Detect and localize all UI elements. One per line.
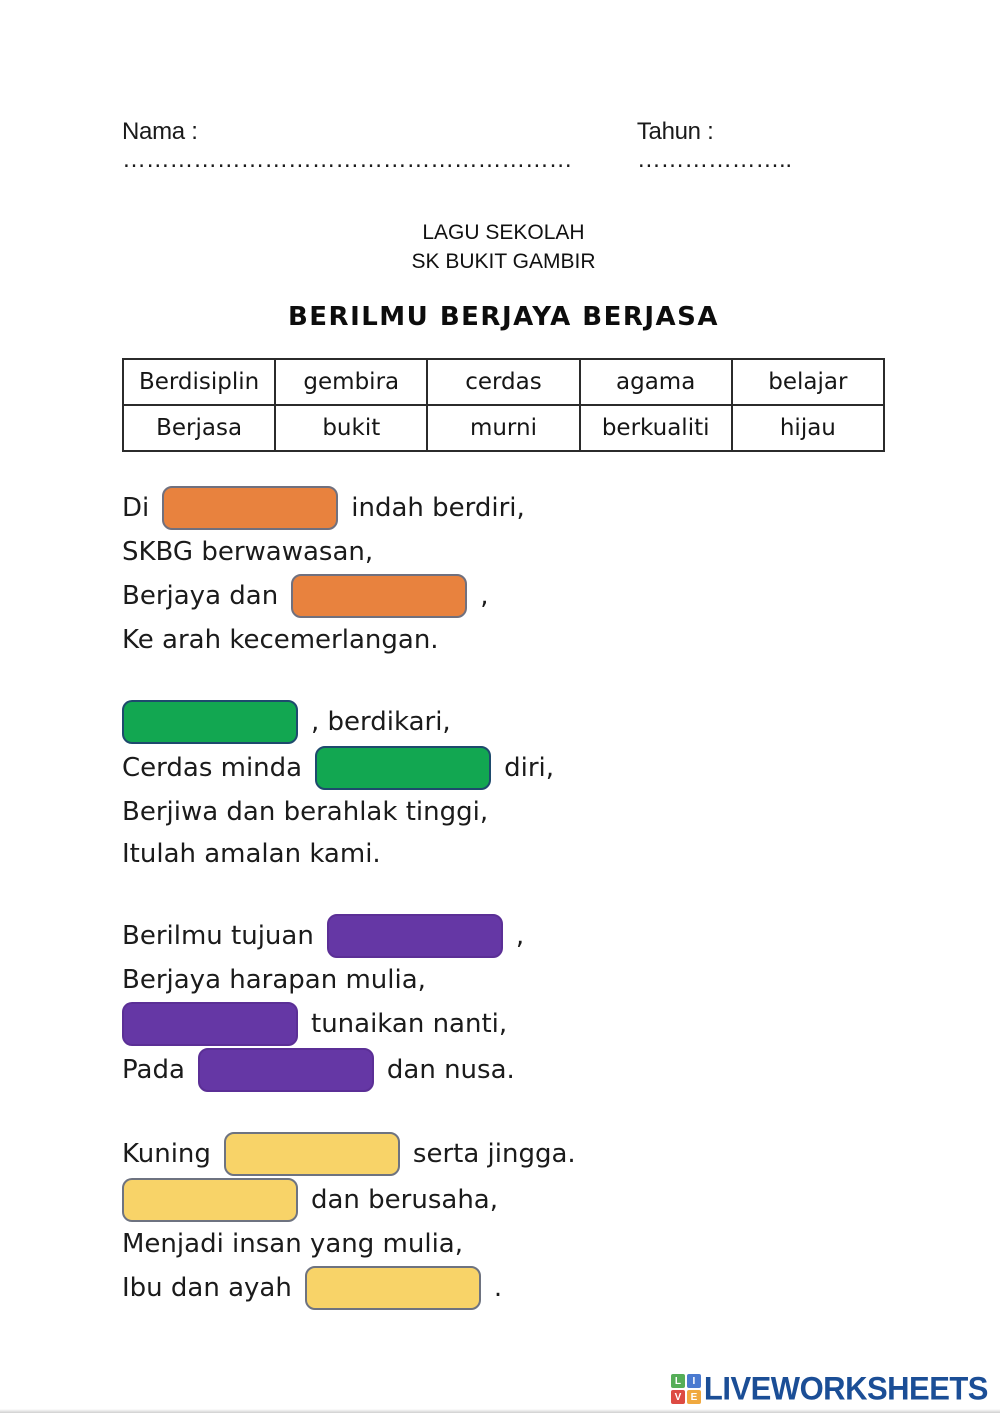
lyrics <box>122 485 885 1311</box>
word-cell[interactable]: belajar <box>732 359 884 405</box>
lyric-text: serta jingga. <box>412 1139 576 1169</box>
lyric-text: diri, <box>504 753 555 783</box>
word-cell[interactable]: gembira <box>275 359 427 405</box>
word-cell[interactable]: agama <box>580 359 732 405</box>
lyric-line <box>122 619 885 661</box>
lyric-line <box>122 699 885 745</box>
lyric-text: Berjaya harapan mulia, <box>122 965 426 995</box>
word-cell[interactable]: bukit <box>275 405 427 451</box>
logo-tile-i: I <box>687 1374 701 1388</box>
lyric-line <box>122 1265 885 1311</box>
word-cell[interactable]: Berjasa <box>123 405 275 451</box>
lyric-text: Menjadi insan yang mulia, <box>122 1229 463 1259</box>
lyric-text: . <box>493 1273 503 1303</box>
lyric-text: Berjaya dan <box>122 581 279 611</box>
answer-blank-yellow[interactable] <box>224 1132 400 1176</box>
school-song-heading <box>122 218 885 276</box>
lyric-text: SKBG berwawasan, <box>122 537 374 567</box>
lyric-text: indah berdiri, <box>351 493 525 523</box>
answer-blank-yellow[interactable] <box>305 1266 481 1310</box>
page-edge-shadow <box>0 1409 1000 1413</box>
answer-blank-green[interactable] <box>122 700 298 744</box>
lyric-line <box>122 791 885 833</box>
lyric-text: Pada <box>122 1055 185 1085</box>
lyric-text: , berdikari, <box>311 707 451 737</box>
liveworksheets-logo[interactable] <box>671 1371 988 1407</box>
lyric-text: Cerdas minda <box>122 753 303 783</box>
word-cell[interactable]: berkualiti <box>580 405 732 451</box>
lyric-text: tunaikan nanti, <box>311 1009 508 1039</box>
lyric-line <box>122 1047 885 1093</box>
song-title: BERILMU BERJAYA BERJASA <box>287 302 720 332</box>
heading-line-2: SK BUKIT GAMBIR <box>411 250 596 273</box>
lyric-line <box>122 959 885 1001</box>
word-cell[interactable]: hijau <box>732 405 884 451</box>
answer-blank-purple[interactable] <box>198 1048 374 1092</box>
answer-blank-purple[interactable] <box>327 914 503 958</box>
word-cell[interactable]: cerdas <box>427 359 579 405</box>
lyric-text: Berilmu tujuan <box>122 921 314 951</box>
lyric-line <box>122 1177 885 1223</box>
logo-tile-e: E <box>687 1390 701 1404</box>
lyric-line <box>122 573 885 619</box>
stanza-3 <box>122 913 885 1093</box>
stanza-4 <box>122 1131 885 1311</box>
lyric-text: , <box>480 581 489 611</box>
lyric-line <box>122 745 885 791</box>
lyric-text: dan nusa. <box>386 1055 515 1085</box>
word-cell[interactable]: murni <box>427 405 579 451</box>
word-cell[interactable]: Berdisiplin <box>123 359 275 405</box>
answer-blank-green[interactable] <box>315 746 491 790</box>
lyric-line <box>122 531 885 573</box>
word-bank-row <box>123 405 884 451</box>
worksheet-header <box>122 118 885 174</box>
lyric-text: dan berusaha, <box>311 1185 499 1215</box>
stanza-1 <box>122 485 885 661</box>
year-field-label: Tahun : ……………….. <box>636 118 792 173</box>
stanza-2 <box>122 699 885 875</box>
name-field-label: Nama : ………………………………………………… <box>122 118 573 173</box>
answer-blank-purple[interactable] <box>122 1002 298 1046</box>
logo-tile-l: L <box>671 1374 685 1388</box>
lyric-line <box>122 1131 885 1177</box>
lyric-text: , <box>515 921 525 951</box>
liveworksheets-wordmark: LIVEWORKSHEETS <box>703 1370 988 1407</box>
lyric-line <box>122 1001 885 1047</box>
lyric-text: Itulah amalan kami. <box>122 839 381 869</box>
heading-line-1: LAGU SEKOLAH <box>422 221 585 244</box>
liveworksheets-icon <box>671 1374 701 1404</box>
logo-tile-v: V <box>671 1390 685 1404</box>
lyric-text: Ibu dan ayah <box>122 1273 292 1303</box>
lyric-line <box>122 485 885 531</box>
lyric-text: Kuning <box>122 1139 211 1169</box>
lyric-line <box>122 913 885 959</box>
word-bank-table <box>122 358 885 452</box>
lyric-line <box>122 1223 885 1265</box>
lyric-text: Berjiwa dan berahlak tinggi, <box>122 797 489 827</box>
lyric-text: Ke arah kecemerlangan. <box>122 625 439 655</box>
answer-blank-yellow[interactable] <box>122 1178 298 1222</box>
lyric-text: Di <box>122 493 150 523</box>
answer-blank-orange[interactable] <box>162 486 338 530</box>
lyric-line <box>122 833 885 875</box>
answer-blank-orange[interactable] <box>291 574 467 618</box>
word-bank-row <box>123 359 884 405</box>
